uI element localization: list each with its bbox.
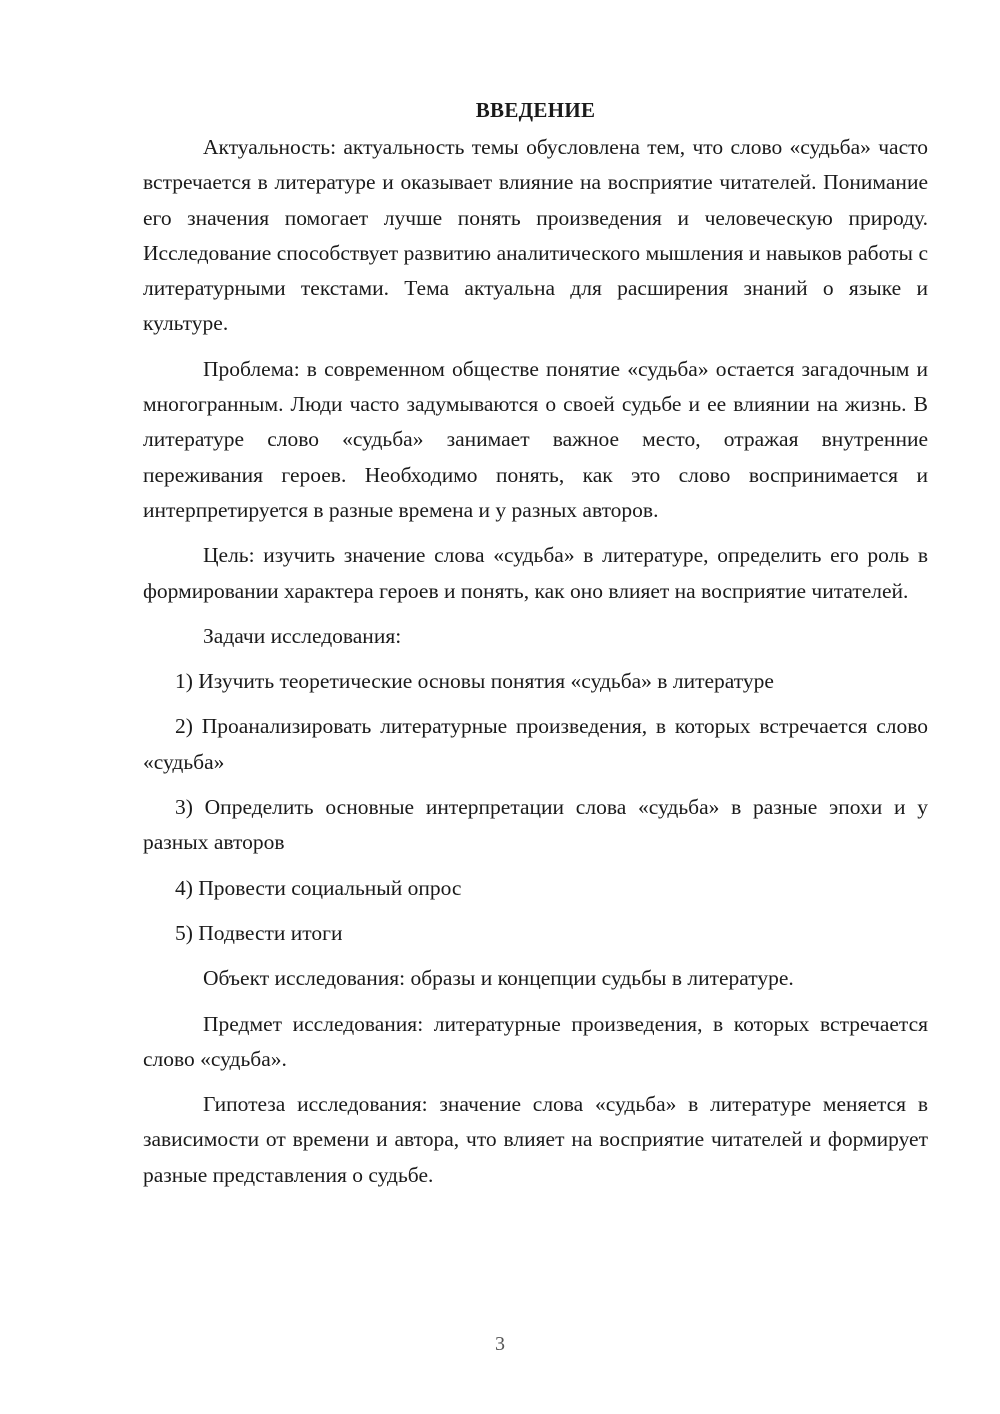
paragraph-hypothesis: Гипотеза исследования: значение слова «судьба» в литературе меняется в зависимости от времени и автора, что влияет на восприятие читателей и формирует разные представления о судьбе.	[143, 1092, 928, 1187]
task-item-1: 1) Изучить теоретические основы понятия «судьба» в литературе	[175, 669, 774, 694]
task-item-5: 5) Подвести итоги	[175, 920, 343, 945]
paragraph-tasks-heading: Задачи исследования:	[203, 623, 402, 648]
task-item-3: 3) Определить основные интерпретации слова «судьба» в разные эпохи и у разных авторов	[143, 795, 928, 855]
task-item-4: 4) Провести социальный опрос	[175, 875, 462, 900]
page-number: 3	[495, 1333, 505, 1355]
paragraph-problem: Проблема: в современном обществе понятие «судьба» остается загадочным и многогранным. Люди часто задумываются о своей судьбе и ее влиянии на жизнь. В литературе слово «судьба» занимает важное место, отражая внутренние переживания героев. Необходимо понять, как это слово воспринимается и интерпретируется в разные времена и у разных авторов.	[143, 356, 928, 522]
task-item-2: 2) Проанализировать литературные произведения, в которых встречается слово «судьба»	[143, 714, 928, 774]
section-title: ВВЕДЕНИЕ	[475, 98, 596, 122]
paragraph-relevance: Актуальность: актуальность темы обусловлена тем, что слово «судьба» часто встречается в литературе и оказывает влияние на восприятие читателей. Понимание его значения помогает лучше понять произведения и человеческую природу. Исследование способствует развитию аналитического мышления и навыков работы с литературными текстами. Тема актуальна для расширения знаний о языке и культуре.	[143, 135, 928, 336]
document-page	[143, 93, 928, 1193]
paragraph-subject: Предмет исследования: литературные произведения, в которых встречается слово «судьба».	[143, 1011, 928, 1071]
paragraph-goal: Цель: изучить значение слова «судьба» в литературе, определить его роль в формировании характера героев и понять, как оно влияет на восприятие читателей.	[143, 543, 928, 603]
paragraph-object: Объект исследования: образы и концепции судьбы в литературе.	[203, 966, 794, 991]
